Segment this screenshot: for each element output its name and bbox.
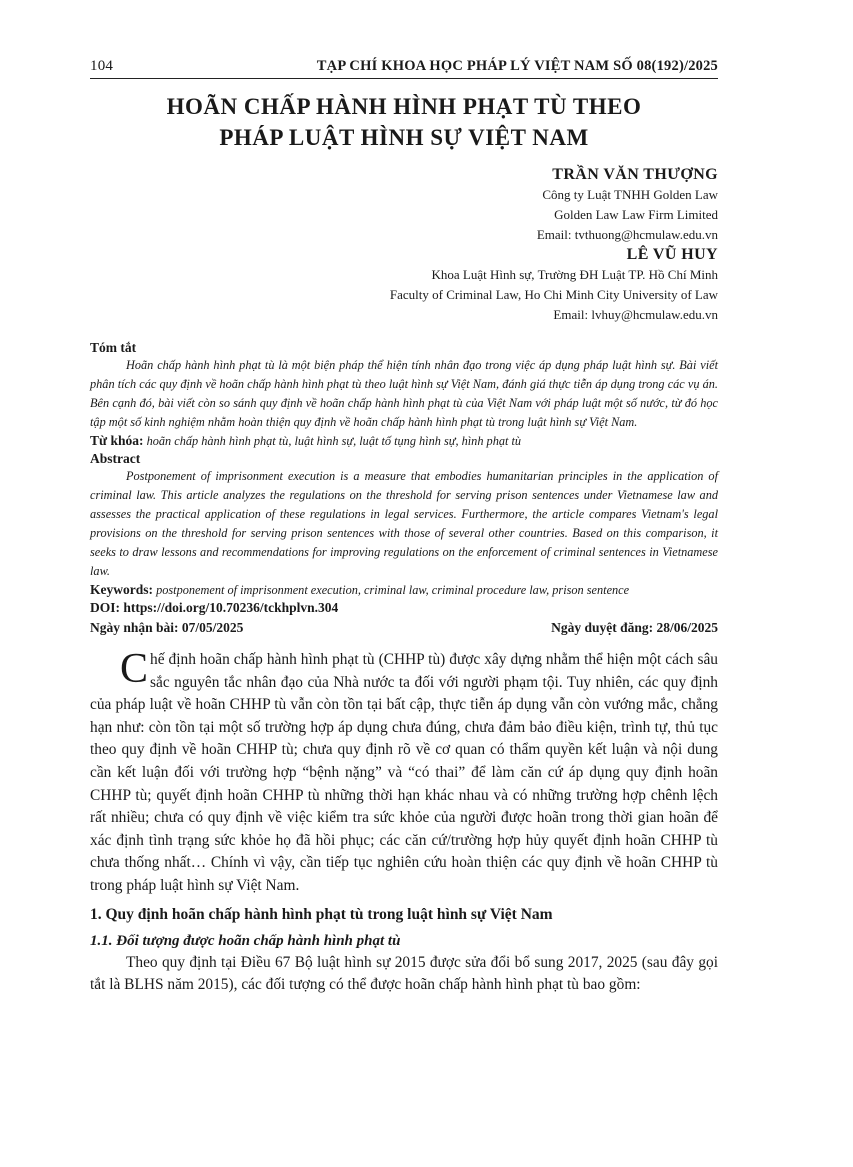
received-date: Ngày nhận bài: 07/05/2025: [90, 620, 244, 635]
author-name: LÊ VŨ HUY: [626, 246, 718, 263]
intro-paragraph: [90, 646, 718, 898]
section-heading: 1. Quy định hoãn chấp hành hình phạt tù trong luật hình sự Việt Nam: [90, 905, 553, 923]
abstract-text: Postponement of imprisonment execution is a measure that embodies humanitarian principles in the application of criminal law. This article analyzes the regulations on the threshold for serving prison sentences under Vietnamese law and assesses the practical application of these regulations in legal services. Furthermore, the article compares Vietnam's legal provisions on the threshold for serving prison sentences with those of several other countries. Based on this comparison, it seeks to draw lessons and recommendations for improving regulations on the enforcement of criminal sentences in Vietnamese law.: [90, 469, 718, 578]
drop-cap: C: [120, 646, 149, 692]
summary-text: Hoãn chấp hành hình phạt tù là một biện pháp thể hiện tính nhân đạo trong việc áp dụng pháp luật hình sự. Bài viết phân tích các quy định về hoãn chấp hành hình phạt tù theo luật hình sự Việt Nam, đánh giá thực tiễn áp dụng trong các vụ án. Bên cạnh đó, bài viết còn so sánh quy định về hoãn chấp hành hình phạt tù của Việt Nam với pháp luật một số nước, từ đó học tập một số kinh nghiệm nhằm hoàn thiện quy định về hoãn chấp hành hình phạt tù trong luật hình sự Việt Nam.: [90, 358, 718, 429]
article-dates: [90, 617, 718, 639]
author-name: TRẦN VĂN THƯỢNG: [552, 166, 718, 183]
summary-section: [90, 339, 718, 432]
abstract-section: [90, 450, 718, 581]
keywords-en-text: postponement of imprisonment execution, criminal law, criminal procedure law, prison sentence: [156, 583, 630, 597]
keywords-vi: [90, 432, 718, 450]
author-affiliation-en: Golden Law Law Firm Limited: [554, 207, 718, 222]
intro-text: hế định hoãn chấp hành hình phạt tù (CHHP tù) được xây dựng nhằm thể hiện một cách sâu sắc nguyên tắc nhân đạo của Nhà nước ta đối với người phạm tội. Tuy nhiên, các quy định của pháp luật về hoãn CHHP tù vẫn còn tồn tại bất cập, thực tiễn áp dụng vẫn còn vướng mắc, chẳng hạn như: còn tồn tại một số trường hợp áp dụng chưa đúng, chưa đảm bảo điều kiện, trình tự, thủ tục theo quy định về hoãn CHHP tù; chưa quy định rõ về cơ quan có thẩm quyền kết luận và nội dung cần kết luận đối với trường hợp “bệnh nặng” và “có thai” để làm căn cứ áp dụng quy định hoãn CHHP tù; quyết định hoãn CHHP tù những thời hạn khác nhau và có những trường hợp chênh lệch rất nhiều; chưa có quy định về việc kiểm tra sức khỏe của người được hoãn trong thời gian hoãn để xác định tình trạng sức khỏe họ đã hồi phục; các căn cứ/trường hợp hủy quyết định hoãn CHHP tù chưa thống nhất… Chính vì vậy, cần tiếp tục nghiên cứu hoàn thiện các quy định về hoãn CHHP tù trong pháp luật hình sự Việt Nam.: [90, 651, 718, 894]
accepted-date: Ngày duyệt đăng: 28/06/2025: [551, 620, 718, 635]
page-header: [90, 58, 718, 79]
keywords-en-label: Keywords:: [90, 582, 153, 597]
keywords-vi-text: hoãn chấp hành hình phạt tù, luật hình sự, luật tố tụng hình sự, hình phạt tù: [146, 434, 522, 448]
doi-link[interactable]: DOI: https://doi.org/10.70236/tckhplvn.304: [90, 600, 339, 615]
journal-title: TẠP CHÍ KHOA HỌC PHÁP LÝ VIỆT NAM SỐ 08(192)/2025: [316, 58, 718, 74]
author-affiliation: Công ty Luật TNHH Golden Law: [542, 187, 718, 202]
author-block: [90, 165, 718, 325]
keywords-en: [90, 581, 718, 599]
summary-label: Tóm tắt: [90, 340, 137, 355]
author-email: Email: lvhuy@hcmulaw.edu.vn: [553, 307, 718, 322]
abstract-label: Abstract: [90, 451, 141, 466]
author-affiliation-en: Faculty of Criminal Law, Ho Chi Minh City University of Law: [389, 287, 718, 302]
subsection-heading: 1.1. Đối tượng được hoãn chấp hành hình phạt tù: [90, 932, 401, 949]
body-paragraph: Theo quy định tại Điều 67 Bộ luật hình sự 2015 được sửa đổi bổ sung 2017, 2025 (sau đây gọi tắt là BLHS năm 2015), các đối tượng có thể được hoãn chấp hành hình phạt tù bao gồm:: [90, 953, 718, 994]
article-title-line-1: HOÃN CHẤP HÀNH HÌNH PHẠT TÙ THEO: [166, 94, 642, 119]
article-title-line-2: PHÁP LUẬT HÌNH SỰ VIỆT NAM: [219, 125, 589, 150]
keywords-vi-label: Từ khóa:: [90, 433, 144, 448]
article-title: [90, 91, 718, 153]
article-page: [90, 58, 718, 997]
author-affiliation: Khoa Luật Hình sự, Trường ĐH Luật TP. Hồ Chí Minh: [431, 267, 718, 282]
author-email: Email: tvthuong@hcmulaw.edu.vn: [536, 227, 718, 242]
page-number: 104: [90, 58, 114, 74]
